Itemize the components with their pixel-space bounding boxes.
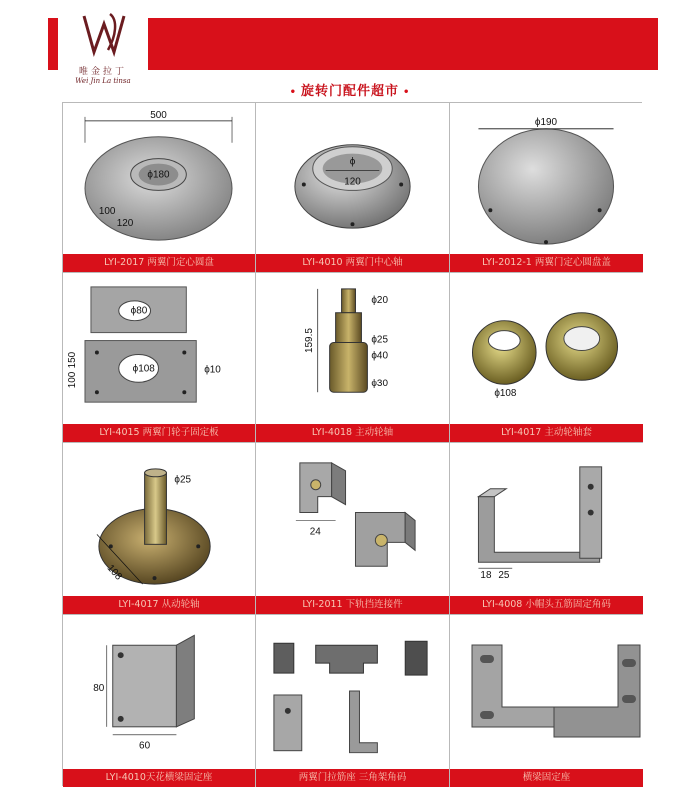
product-image (256, 615, 449, 769)
title-dot-right: • (403, 87, 411, 98)
logo-chinese-text: 唯金拉丁 (78, 67, 127, 77)
product-caption: LYI-2011 下轨挡连接件 (256, 596, 449, 614)
dim-label: 108 (104, 562, 124, 583)
dim-label: 100 (67, 371, 79, 389)
product-card (450, 443, 643, 615)
product-image (450, 103, 643, 254)
title-dot-left: • (289, 87, 297, 98)
product-image (450, 615, 643, 769)
dim-label: 60 (139, 740, 151, 752)
dim-label: ϕ (349, 156, 356, 168)
product-image (256, 273, 449, 424)
product-card (256, 103, 450, 273)
product-image (63, 103, 255, 254)
dim-label: ϕ25 (371, 334, 388, 346)
product-image (450, 273, 643, 424)
dim-label: 100 (98, 206, 116, 218)
dim-label: ϕ80 (130, 305, 148, 317)
dim-label: 159.5 (303, 328, 315, 353)
product-card (256, 615, 450, 787)
dim-label: 120 (344, 176, 361, 188)
product-image (63, 615, 255, 769)
product-card (63, 443, 256, 615)
product-image (63, 273, 255, 424)
product-caption: 两翼门拉筋座 三角架角码 (256, 769, 449, 787)
product-image (450, 443, 643, 596)
dim-label: ϕ180 (147, 169, 170, 181)
product-card (256, 443, 450, 615)
product-caption: LYI-4010 两翼门中心轴 (256, 254, 449, 272)
logo (58, 6, 148, 90)
dim-label: ϕ40 (371, 350, 388, 362)
dim-label: ϕ108 (494, 388, 517, 400)
dim-label: 150 (67, 351, 79, 369)
product-image (256, 103, 449, 254)
product-card (63, 273, 256, 443)
dim-label: 500 (150, 109, 167, 121)
product-image (256, 443, 449, 596)
page-title (0, 80, 700, 99)
product-caption: LYI-4018 主动轮轴 (256, 424, 449, 442)
product-caption: LYI-4010天花横梁固定座 (63, 769, 255, 787)
dim-label: ϕ20 (371, 294, 388, 306)
dim-label: 18 (480, 570, 492, 582)
dim-label: ϕ25 (174, 474, 191, 486)
product-card (63, 615, 256, 787)
dim-label: ϕ190 (534, 116, 558, 128)
dim-label: ϕ30 (371, 378, 388, 390)
product-card (256, 273, 450, 443)
dim-label: 25 (498, 570, 510, 582)
product-caption: LYI-4008 小帽头五筋固定角码 (450, 596, 643, 614)
product-caption: LYI-2017 两翼门定心圆盘 (63, 254, 255, 272)
dim-label: 80 (93, 683, 105, 695)
product-caption: LYI-4015 两翼门轮子固定板 (63, 424, 255, 442)
product-card (450, 103, 643, 273)
dim-label: 120 (116, 218, 134, 230)
product-caption: LYI-4017 主动轮轴套 (450, 424, 643, 442)
dim-label: ϕ108 (132, 363, 155, 375)
product-card (63, 103, 256, 273)
dim-label: ϕ10 (204, 364, 221, 376)
product-card (450, 273, 643, 443)
dim-label: 24 (309, 526, 321, 538)
logo-english-text: Wei Jin La tinsa (75, 77, 131, 85)
product-image (63, 443, 255, 596)
product-card (450, 615, 643, 787)
page-title-text: 旋转门配件超市 (300, 84, 399, 99)
product-caption: LYI-4017 从动轮轴 (63, 596, 255, 614)
logo-mark-icon (80, 10, 128, 58)
product-caption: 横梁固定座 (450, 769, 643, 787)
product-caption: LYI-2012-1 两翼门定心圆盘盖 (450, 254, 643, 272)
product-grid (62, 102, 642, 786)
